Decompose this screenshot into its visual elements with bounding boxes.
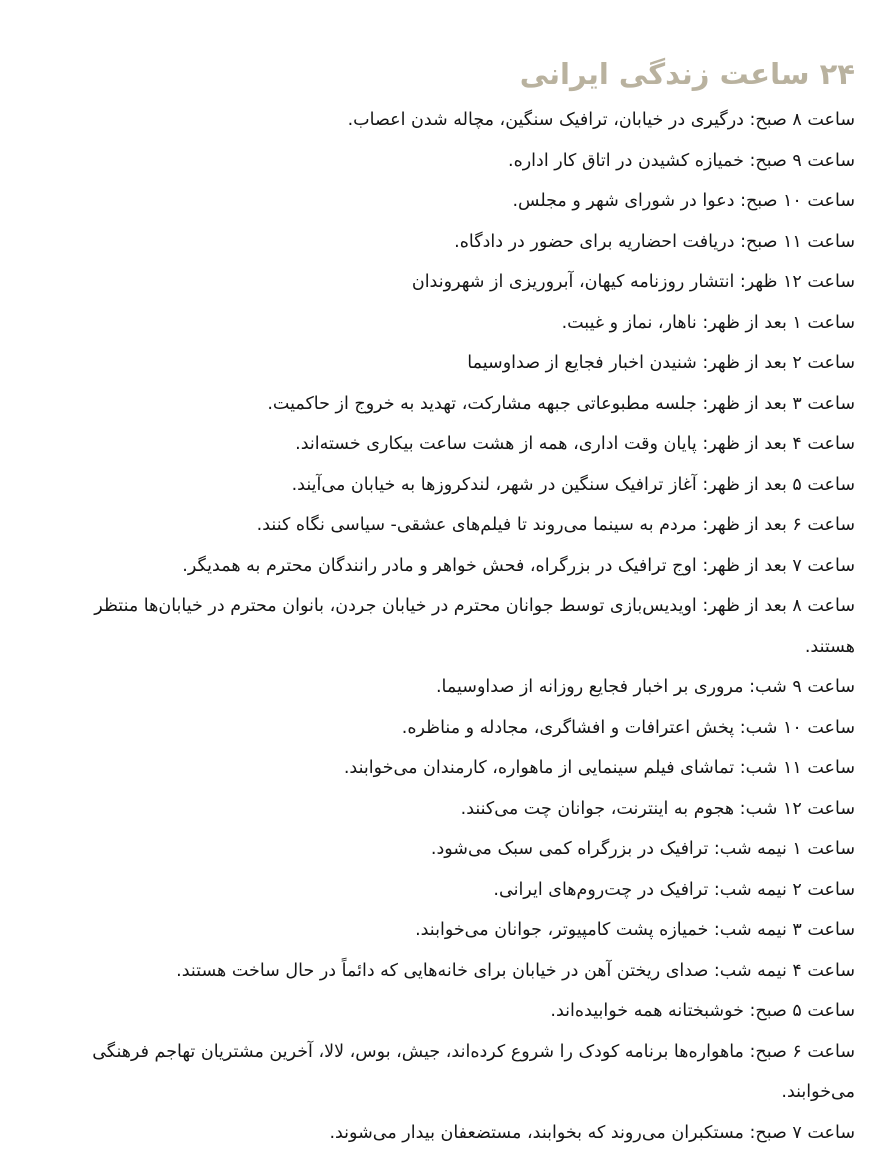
schedule-entry: ساعت ۱ بعد از ظهر: ناهار، نماز و غیبت. bbox=[40, 303, 855, 344]
article-title: ۲۴ ساعت زندگی ایرانی bbox=[40, 54, 855, 94]
schedule-entry: ساعت ۲ نیمه شب: ترافیک در چت‌روم‌های ایرانی. bbox=[40, 870, 855, 911]
schedule-entry: ساعت ۴ نیمه شب: صدای ریختن آهن در خیابان برای خانه‌هایی که دائماً در حال ساخت هستند. bbox=[40, 951, 855, 992]
schedule-entry: ساعت ۸ صبح: درگیری در خیابان، ترافیک سنگین، مچاله شدن اعصاب. bbox=[40, 100, 855, 141]
schedule-entry: ساعت ۵ بعد از ظهر: آغاز ترافیک سنگین در شهر، لندکروزها به خیابان می‌آیند. bbox=[40, 465, 855, 506]
schedule-entry: ساعت ۹ صبح: خمیازه کشیدن در اتاق کار اداره. bbox=[40, 141, 855, 182]
schedule-entry: ساعت ۹ شب: مروری بر اخبار فجایع روزانه از صداوسیما. bbox=[40, 667, 855, 708]
schedule-entry: ساعت ۱۲ شب: هجوم به اینترنت، جوانان چت می‌کنند. bbox=[40, 789, 855, 830]
schedule-entry: ساعت ۸ بعد از ظهر: اویدیس‌بازی توسط جوانان محترم در خیابان جردن، بانوان محترم در خیابان‌ها منتظر هستند. bbox=[40, 586, 855, 667]
schedule-entry: ساعت ۵ صبح: خوشبختانه همه خوابیده‌اند. bbox=[40, 991, 855, 1032]
schedule-entry: ساعت ۷ بعد از ظهر: اوج ترافیک در بزرگراه، فحش خواهر و مادر رانندگان محترم به همدیگر. bbox=[40, 546, 855, 587]
schedule-entry: ساعت ۲ بعد از ظهر: شنیدن اخبار فجایع از صداوسیما bbox=[40, 343, 855, 384]
schedule-entry: ساعت ۱ نیمه شب: ترافیک در بزرگراه کمی سبک می‌شود. bbox=[40, 829, 855, 870]
schedule-entry: ساعت ۱۲ ظهر: انتشار روزنامه کیهان، آبروریزی از شهروندان bbox=[40, 262, 855, 303]
schedule-entry: ساعت ۱۱ شب: تماشای فیلم سینمایی از ماهواره، کارمندان می‌خوابند. bbox=[40, 748, 855, 789]
schedule-entry: ساعت ۳ بعد از ظهر: جلسه مطبوعاتی جبهه مشارکت، تهدید به خروج از حاکمیت. bbox=[40, 384, 855, 425]
schedule-entry: ساعت ۷ صبح: مستکبران می‌روند که بخوابند، مستضعفان بیدار می‌شوند. bbox=[40, 1113, 855, 1153]
schedule-entry: ساعت ۱۰ شب: پخش اعترافات و افشاگری، مجادله و مناظره. bbox=[40, 708, 855, 749]
schedule-entry: ساعت ۱۱ صبح: دریافت احضاریه برای حضور در دادگاه. bbox=[40, 222, 855, 263]
schedule-list bbox=[40, 100, 855, 1153]
schedule-entry: ساعت ۱۰ صبح: دعوا در شورای شهر و مجلس. bbox=[40, 181, 855, 222]
schedule-entry: ساعت ۳ نیمه شب: خمیازه پشت کامپیوتر، جوانان می‌خوابند. bbox=[40, 910, 855, 951]
schedule-entry: ساعت ۴ بعد از ظهر: پایان وقت اداری، همه از هشت ساعت بیکاری خسته‌اند. bbox=[40, 424, 855, 465]
article bbox=[40, 38, 855, 1153]
schedule-entry: ساعت ۶ بعد از ظهر: مردم به سینما می‌روند تا فیلم‌های عشقی- سیاسی نگاه کنند. bbox=[40, 505, 855, 546]
schedule-entry: ساعت ۶ صبح: ماهواره‌ها برنامه کودک را شروع کرده‌اند، جیش، بوس، لالا، آخرین مشتریان تهاجم فرهنگی می‌خوابند. bbox=[40, 1032, 855, 1113]
